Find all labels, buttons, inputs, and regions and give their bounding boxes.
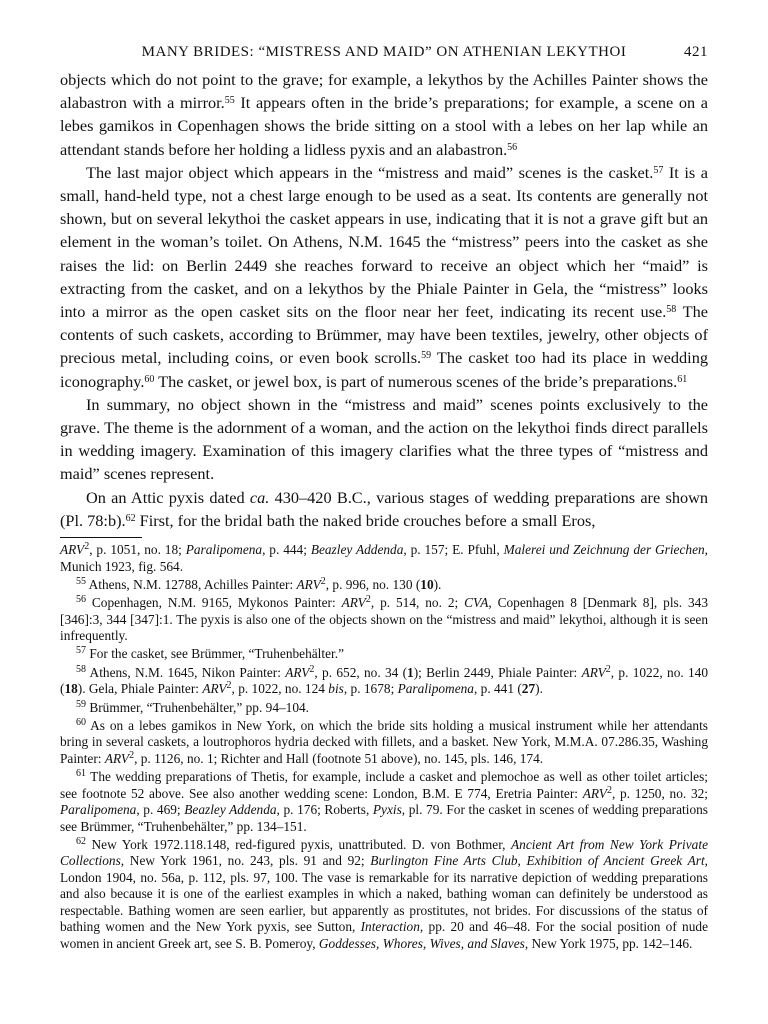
footnote-58: $^{58}$ Athens, N.M. 1645, Nikon Painter: ARV$^2$, p. 652, no. 34 (1); Berlin 2449, Phiale Painter: ARV$^2$, p. 1022, no. 140 (18). Gela, Phiale Painter: ARV$^2$, p. 1022, no. 124 bis, p. 1678; Paralipomena, p. 441 (27). xyxy=(60,663,709,697)
footnote-ref-56: 56 xyxy=(507,141,518,153)
footnotes xyxy=(60,542,708,952)
paragraph-1: objects which do not point to the grave; for example, a lekythos by the Achilles Painter shows the alabastron with a mirror.$^{55}$ It appears often in the bride’s preparations; for example, a scene on a lebes gamikos in Copenhagen shows the bride sitting on a stool with a lebes on her lap while an attendant stands before her holding a lidless pyxis and an alabastron.$^{56}$ xyxy=(60,70,708,159)
footnote-55: $^{55}$ Athens, N.M. 12788, Achilles Painter: ARV$^2$, p. 996, no. 130 (10). xyxy=(76,575,442,592)
footnote-ref-60: 60 xyxy=(144,373,155,385)
footnote-62: $^{62}$ New York 1972.118.148, red-figured pyxis, unattributed. D. von Bothmer, Ancient Art from New York Private Collections, New York 1961, no. 243, pls. 91 and 92; Burlington Fine Arts Club, Exhibition of Ancient Greek Art, London 1904, no. 56a, p. 112, pls. 97, 100. The vase is remarkable for its narrative depiction of wedding preparations and also because it is one of the earliest examples in which a naked, bathing woman can definitely be understood as respectable. Bathing women are seen earlier, but apparently as prostitutes, not brides. For discussions of the status of bathing women and the New York pyxis, see Sutton, Interaction, pp. 20 and 46–48. For the social position of nude women in ancient Greek art, see S. B. Pomeroy, Goddesses, Whores, Wives, and Slaves, New York 1975, pp. 142–146. xyxy=(60,835,708,951)
body-text xyxy=(60,68,708,532)
page-number: 421 xyxy=(684,44,708,60)
document-page xyxy=(60,44,708,954)
footnote-59: $^{59}$ Brümmer, “Truhenbehälter,” pp. 94–104. xyxy=(76,698,310,715)
footnote-ref-55: 55 xyxy=(224,95,235,107)
running-title: MANY BRIDES: “MISTRESS AND MAID” ON ATHENIAN LEKYTHOI xyxy=(141,44,627,60)
footnote-continuation: ARV$^2$, p. 1051, no. 18; Paralipomena, p. 444; Beazley Addenda, p. 157; E. Pfuhl, Malerei und Zeichnung der Griechen, Munich 1923, fig. 564. xyxy=(60,541,709,574)
footnote-57: $^{57}$ For the casket, see Brümmer, “Truhenbehälter.” xyxy=(76,645,344,662)
paragraph-3: In summary, no object shown in the “mistress and maid” scenes points exclusively to the grave. The theme is the adornment of a woman, and the action on the lekythoi finds direct parallels in wedding imagery. Examination of this imagery clarifies what the three types of “mistress and maid” scenes represent. xyxy=(60,394,708,484)
footnote-56: $^{56}$ Copenhagen, N.M. 9165, Mykonos Painter: ARV$^2$, p. 514, no. 2; CVA, Copenhagen 8 [Denmark 8], pls. 343 [346]:3, 344 [347]:1. The pyxis is also one of the objects shown on the “mistress and maid” lekythoi, although it is seen infrequently. xyxy=(60,594,708,644)
paragraph-4: On an Attic pyxis dated ca. 430–420 B.C., various stages of wedding preparations are shown (Pl. 78:b).$^{62}$ First, for the bridal bath the naked bride crouches before a small Eros, xyxy=(60,487,709,530)
footnote-separator xyxy=(60,537,142,538)
footnote-ref-59: 59 xyxy=(421,350,432,362)
footnote-ref-62: 62 xyxy=(125,512,136,524)
footnote-ref-57: 57 xyxy=(653,164,664,176)
running-header xyxy=(60,44,708,68)
footnote-ref-61: 61 xyxy=(677,373,688,385)
paragraph-2: The last major object which appears in the “mistress and maid” scenes is the casket.$^{57}$ It is a small, hand-held type, not a chest large enough to be used as a seat. Its contents are generally not shown, but on several lekythoi the casket appears in use, indicating that it is not a grave gift but an element in the woman’s toilet. On Athens, N.M. 1645 the “mistress” peers into the casket as she raises the lid: on Berlin 2449 she reaches forward to receive an object which her “maid” is extracting from the casket, and on a lekythos by the Phiale Painter in Gela, the “mistress” looks into a mirror as the open casket sits on the floor near her feet, indicating its recent use.$^{58}$ The contents of such caskets, according to Brümmer, may have been textiles, jewelry, other objects of precious metal, including coins, or even book scrolls.$^{59}$ The casket too had its place in wedding iconography.$^{60}$ The casket, or jewel box, is part of numerous scenes of the bride’s preparations.$^{61}$ xyxy=(60,162,708,391)
footnote-ref-58: 58 xyxy=(666,304,677,316)
footnote-61: $^{61}$ The wedding preparations of Thetis, for example, include a casket and plemochoe as well as other toilet articles; see footnote 52 above. See also another wedding scene: London, B.M. E 774, Eretria Painter: ARV$^2$, p. 1250, no. 32; Paralipomena, p. 469; Beazley Addenda, p. 176; Roberts, Pyxis, pl. 79. For the casket in scenes of wedding preparations see Brümmer, “Truhenbehälter,” pp. 134–151. xyxy=(60,768,708,834)
footnote-60: $^{60}$ As on a lebes gamikos in New York, on which the bride sits holding a musical instrument while her attendants bring in several caskets, a loutrophoros hydria decked with fillets, and a basket. New York, M.M.A. 07.286.35, Washing Painter: ARV$^2$, p. 1126, no. 1; Richter and Hall (footnote 51 above), no. 145, pls. 146, 174. xyxy=(60,716,708,766)
